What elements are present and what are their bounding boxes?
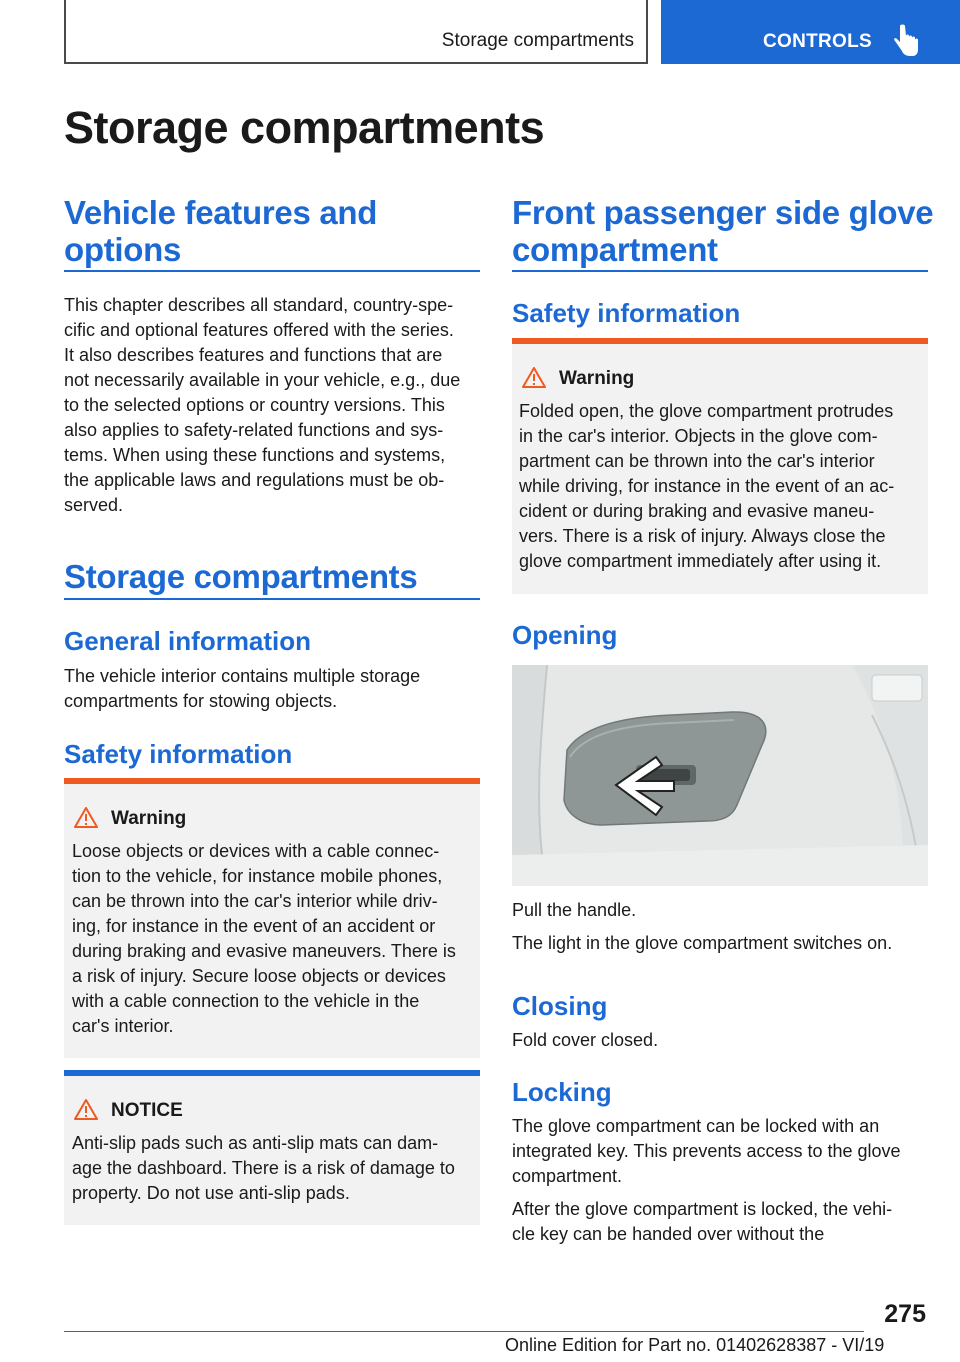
- text-line: Pull the handle.: [512, 900, 637, 920]
- opening-heading: Opening: [512, 620, 618, 650]
- locking-text: [512, 1114, 942, 1247]
- text-line: ing, for instance in the event of an accident or: [72, 916, 436, 936]
- vehicle-features-text: [64, 293, 484, 518]
- text-line: integrated key. This prevents access to the glove: [512, 1141, 901, 1161]
- warning-triangle-icon: [74, 1098, 98, 1120]
- opening-text: [512, 898, 942, 956]
- warning-bar: [512, 338, 928, 344]
- safety-information-heading: Safety information: [64, 739, 293, 769]
- text-line: partment can be thrown into the car's interior: [519, 451, 875, 471]
- text-line: The glove compartment can be locked with an: [512, 1116, 880, 1136]
- text-line: property. Do not use anti-slip pads.: [72, 1183, 350, 1203]
- text-line: Folded open, the glove compartment protrudes: [519, 401, 894, 421]
- closing-heading: Closing: [512, 991, 608, 1021]
- text-line: age the dashboard. There is a risk of damage to: [72, 1158, 455, 1178]
- chapter-label: CONTROLS: [763, 31, 873, 52]
- text-line: with a cable connection to the vehicle in the: [72, 991, 420, 1011]
- edition-footer: Online Edition for Part no. 01402628387 - VI/19: [505, 1335, 885, 1355]
- glove-compartment-illustration: [512, 665, 928, 886]
- notice-bar: [64, 1070, 480, 1076]
- notice-label: NOTICE: [111, 1100, 183, 1121]
- warning-triangle-icon: [74, 806, 98, 828]
- text-line: The light in the glove compartment switches on.: [512, 933, 893, 953]
- warning-text: [519, 399, 928, 574]
- text-line: compartment.: [512, 1166, 623, 1186]
- text-line: It also describes features and functions that are: [64, 345, 443, 365]
- storage-heading: Storage compartments: [64, 558, 418, 595]
- text-line: the applicable laws and regulations must be ob-: [64, 470, 445, 490]
- text-line: while driving, for instance in the event of an ac-: [519, 476, 895, 496]
- section-title: Storage compartments: [441, 30, 634, 51]
- notice-text: [72, 1131, 480, 1206]
- text-line: also applies to safety-related functions and sys-: [64, 420, 444, 440]
- safety-information-heading-right: Safety information: [512, 298, 741, 328]
- glove-compartment-heading: [512, 194, 942, 268]
- closing-text: Fold cover closed.: [512, 1030, 659, 1050]
- text-line: during braking and evasive maneuvers. There is: [72, 941, 456, 961]
- text-line: compartments for stowing objects.: [64, 691, 338, 711]
- text-line: tems. When using these functions and systems,: [64, 445, 446, 465]
- text-line: cident or during braking and evasive maneu-: [519, 501, 875, 521]
- text-line: Loose objects or devices with a cable connec-: [72, 841, 440, 861]
- footer-rule: [64, 1331, 864, 1332]
- running-header-left: [64, 0, 648, 64]
- text-line: a risk of injury. Secure loose objects or devices: [72, 966, 446, 986]
- text-line: tion to the vehicle, for instance mobile phones,: [72, 866, 443, 886]
- text-line: cle key can be handed over without the: [512, 1224, 825, 1244]
- text-line: The vehicle interior contains multiple storage: [64, 666, 421, 686]
- general-information-heading: General information: [64, 626, 312, 656]
- text-line: in the car's interior. Objects in the glove com-: [519, 426, 878, 446]
- warning-label: Warning: [111, 808, 187, 829]
- heading-line: Front passenger side glove: [512, 194, 934, 231]
- hand-pointer-icon: [893, 24, 919, 58]
- text-line: glove compartment immediately after using it.: [519, 551, 882, 571]
- text-line: cific and optional features offered with the series.: [64, 320, 454, 340]
- heading-rule: [512, 270, 928, 272]
- heading-line: compartment: [512, 231, 718, 268]
- locking-heading: Locking: [512, 1077, 612, 1107]
- text-line: served.: [64, 495, 124, 515]
- warning-box: [512, 338, 928, 594]
- text-line: Anti-slip pads such as anti-slip mats can dam-: [72, 1133, 439, 1153]
- text-line: can be thrown into the car's interior while driv-: [72, 891, 438, 911]
- chapter-tab: [661, 0, 960, 64]
- heading-rule: [64, 598, 480, 600]
- warning-triangle-icon: [522, 366, 546, 388]
- page-title: Storage compartments: [64, 102, 545, 153]
- text-line: to the selected options or country versions. This: [64, 395, 445, 415]
- text-line: car's interior.: [72, 1016, 174, 1036]
- page-number: 275: [884, 1300, 926, 1328]
- warning-text: [72, 839, 480, 1039]
- warning-box: [64, 778, 480, 1058]
- warning-label: Warning: [559, 368, 635, 389]
- text-line: vers. There is a risk of injury. Always close the: [519, 526, 886, 546]
- heading-rule: [64, 270, 480, 272]
- text-line: not necessarily available in your vehicle, e.g., due: [64, 370, 461, 390]
- general-information-text: [64, 664, 484, 714]
- warning-bar: [64, 778, 480, 784]
- vehicle-features-heading: Vehicle features and options: [64, 194, 378, 268]
- notice-box: [64, 1070, 480, 1225]
- text-line: After the glove compartment is locked, the vehi-: [512, 1199, 893, 1219]
- text-line: This chapter describes all standard, country-spe-: [64, 295, 454, 315]
